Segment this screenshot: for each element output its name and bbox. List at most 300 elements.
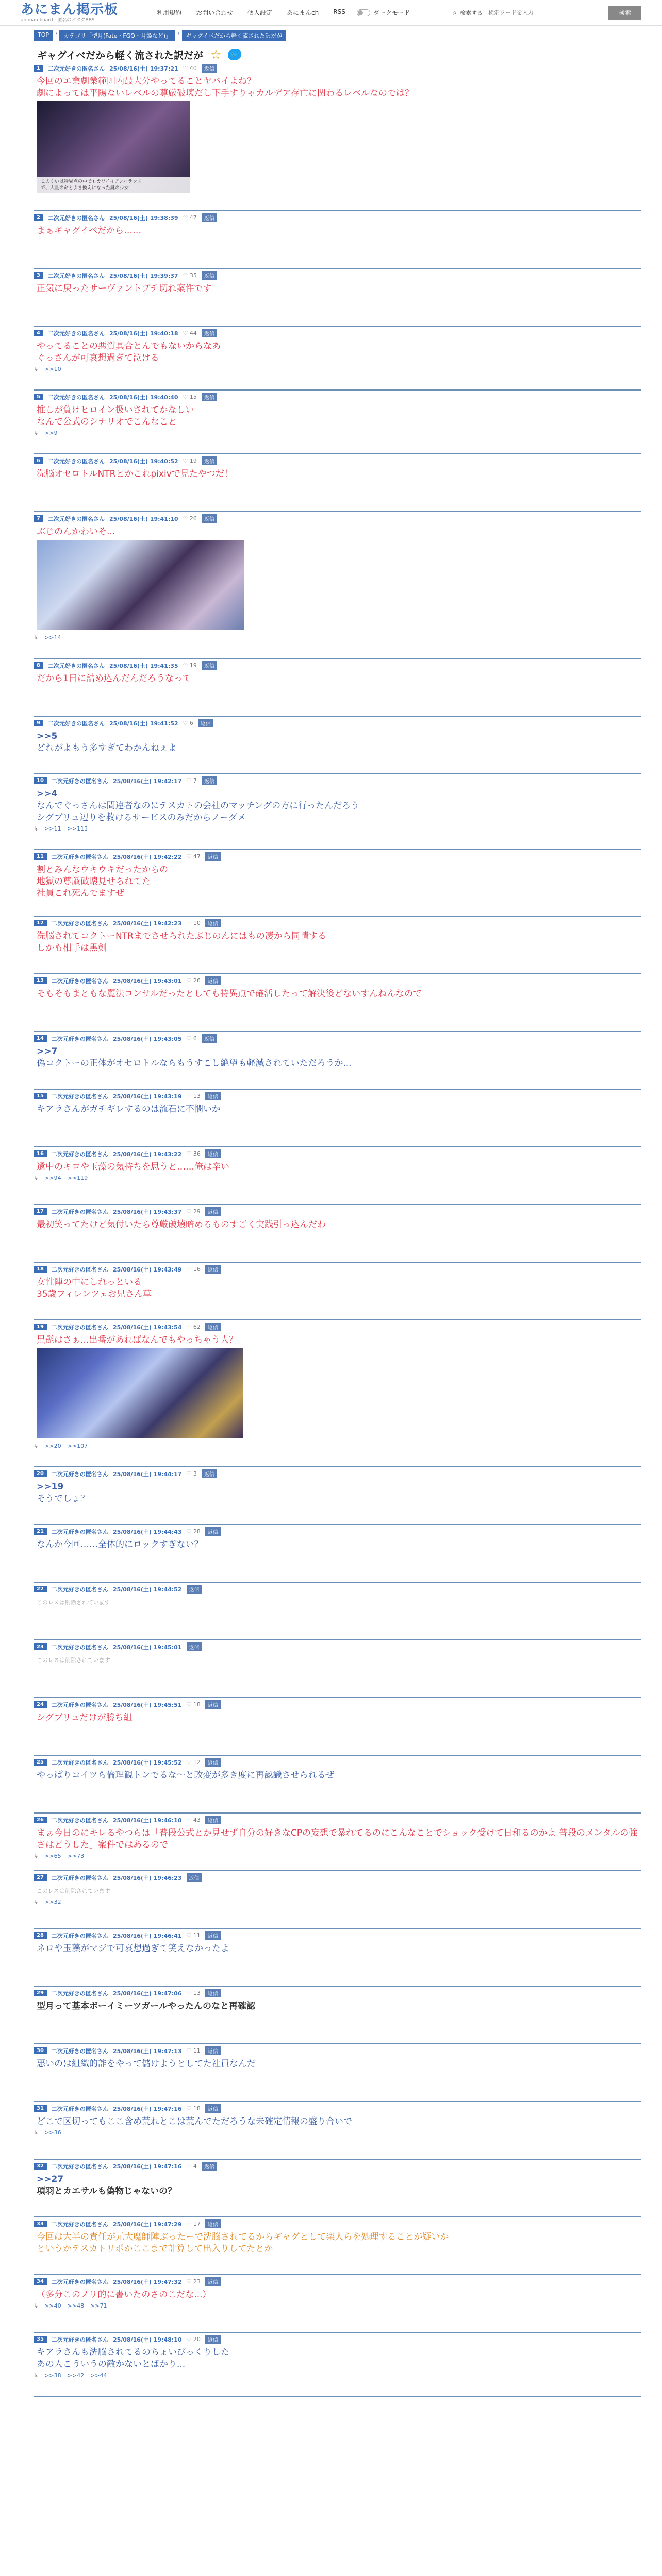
reply-arrow-icon: ↳ [34, 430, 39, 436]
post [34, 2102, 641, 2160]
poster-name: 二次元好きの匿名さん [51, 2163, 108, 2170]
post-number[interactable]: 12 [34, 920, 47, 926]
reply-arrow-icon: ↳ [34, 825, 39, 832]
dark-mode-label: ダークモード [373, 9, 410, 16]
reply-button[interactable]: 返信 [202, 776, 217, 785]
reply-button[interactable]: 返信 [205, 1092, 221, 1100]
post-number[interactable]: 17 [34, 1208, 47, 1215]
post-number[interactable]: 7 [34, 515, 43, 522]
reply-button[interactable]: 返信 [205, 976, 221, 985]
nav-contact[interactable]: お問い合わせ [196, 9, 234, 16]
post-header [34, 211, 641, 223]
post-header [34, 1032, 641, 1044]
post [34, 974, 641, 1032]
poster-name: 二次元好きの匿名さん [51, 1470, 108, 1478]
reply-anchor-link[interactable]: >>32 [44, 1899, 61, 1905]
post [34, 717, 641, 774]
post-text-line: キアラさんも洗脳されてるのちょいびっくりした [37, 2347, 229, 2358]
like-count[interactable]: ♡ 6 [187, 1035, 197, 1042]
post-text-line: 劇によっては平陽ないレベルの尊厳破壊だし下手すりゃカルデア存亡に関わるレベルなのでは？ [37, 88, 413, 98]
post [34, 327, 641, 391]
reply-button[interactable]: 返信 [205, 2046, 221, 2055]
nav-terms[interactable]: 利用規約 [157, 9, 182, 16]
like-count[interactable]: ♡ 13 [187, 1093, 201, 1099]
post-body [34, 2345, 641, 2370]
reply-anchors [34, 633, 641, 641]
post-number[interactable]: 15 [34, 1093, 47, 1099]
post-text-line: しかも相手は黒剣 [37, 943, 107, 953]
post-date: 25/08/16(土) 19:37:21 [109, 65, 178, 72]
post-date: 25/08/16(土) 19:41:10 [109, 515, 178, 522]
post-text-line: 型月って基本ボーイミーツガールやったんのなと再確認 [37, 2001, 255, 2011]
reply-anchors [34, 754, 641, 756]
star-icon[interactable]: ☆ [210, 47, 222, 62]
post-body [34, 1883, 641, 1897]
reply-button[interactable]: 返信 [202, 2162, 217, 2171]
reply-anchors [34, 2255, 641, 2257]
post-text-line: ネロや玉藻がマジで可哀想過ぎて笑えなかったよ [37, 1943, 229, 1954]
poster-name: 二次元好きの匿名さん [51, 1759, 108, 1766]
reply-button[interactable]: 返信 [205, 1931, 221, 1940]
like-count[interactable]: ♡ 19 [183, 662, 197, 669]
reply-anchor-link[interactable]: >>119 [67, 1175, 88, 1181]
post-body [34, 2287, 641, 2301]
like-count[interactable]: ♡ 40 [183, 65, 197, 72]
like-count[interactable]: ♡ 16 [187, 1266, 201, 1273]
post-text-line: だから1日に詰め込んだんだろうなって [37, 673, 191, 684]
post-header [34, 454, 641, 466]
reply-button[interactable]: 返信 [202, 64, 217, 73]
reply-button[interactable]: 返信 [205, 1989, 221, 1997]
like-count[interactable]: ♡ 23 [187, 2278, 201, 2285]
post-number[interactable]: 28 [34, 1932, 47, 1939]
post-date: 25/08/16(土) 19:46:41 [112, 1932, 182, 1939]
post-number[interactable]: 32 [34, 2163, 47, 2170]
like-count[interactable]: ♡ 29 [187, 1208, 201, 1215]
poster-name: 二次元好きの匿名さん [51, 1208, 108, 1215]
post-date: 25/08/16(土) 19:38:39 [109, 214, 178, 222]
thread-title-row [0, 41, 662, 62]
post-number[interactable]: 11 [34, 853, 47, 860]
poster-name: 二次元好きの匿名さん [47, 272, 105, 279]
post-date: 25/08/16(土) 19:44:43 [112, 1528, 182, 1535]
reply-anchor-link[interactable]: >>36 [44, 2129, 61, 2136]
post [34, 1467, 641, 1525]
reply-anchor-link[interactable]: >>71 [90, 2302, 107, 2309]
post-text-line: 偽コクトーの正体がオセロトルならもうすこし絶望も軽減されていただろうか... [37, 1058, 352, 1069]
reply-button[interactable]: 返信 [205, 2219, 221, 2228]
like-count[interactable]: ♡ 44 [183, 330, 197, 336]
reply-anchors [34, 428, 641, 436]
like-count[interactable]: ♡ 28 [187, 1528, 201, 1535]
poster-name: 二次元好きの匿名さん [47, 457, 105, 465]
post-date: 25/08/16(土) 19:39:37 [109, 272, 178, 279]
dark-mode-toggle[interactable] [357, 8, 410, 17]
post-number[interactable]: 30 [34, 2047, 47, 2054]
like-count[interactable]: ♡ 7 [187, 777, 197, 784]
post-number[interactable]: 8 [34, 662, 43, 669]
like-count[interactable]: ♡ 11 [187, 1932, 201, 1939]
breadcrumb-separator-icon: › [177, 30, 180, 37]
reply-anchors [34, 900, 641, 901]
reply-button[interactable]: 返信 [202, 514, 217, 523]
post-text-line: 今回は大半の責任が元大魔師陣ぶったーで洗脳されてるからギャグとして楽人らを処理することが疑いか [37, 2232, 449, 2242]
post-text-line: というかテスカトリポかここまで計算して出入りしてたとか [37, 2244, 273, 2254]
nav-settings[interactable]: 個人設定 [247, 9, 273, 16]
post-header [34, 512, 641, 524]
reply-button[interactable]: 返信 [187, 1873, 202, 1882]
like-count[interactable]: ♡ 20 [187, 2336, 201, 2343]
reply-arrow-icon: ↳ [34, 2129, 39, 2136]
poster-name: 二次元好きの匿名さん [51, 1643, 108, 1651]
reply-anchors [34, 1115, 641, 1117]
post-body [34, 338, 641, 364]
reply-button[interactable]: 返信 [202, 1469, 217, 1478]
post-number[interactable]: 34 [34, 2278, 47, 2285]
reply-anchor-link[interactable]: >>94 [44, 1175, 61, 1181]
like-count[interactable]: ♡ 18 [187, 1701, 201, 1708]
like-count[interactable]: ♡ 11 [187, 2047, 201, 2054]
reply-button[interactable]: 返信 [205, 1527, 221, 1536]
toggle-switch-icon[interactable] [357, 9, 370, 16]
post-body [34, 1159, 641, 1173]
post-header [34, 1263, 641, 1275]
post-number[interactable]: 14 [34, 1035, 47, 1042]
reply-anchor-link[interactable]: >>113 [67, 825, 88, 832]
poster-name: 二次元好きの匿名さん [51, 1817, 108, 1824]
twitter-share-icon[interactable]: 🐦 [228, 49, 241, 60]
reply-button[interactable]: 返信 [202, 213, 217, 222]
post-date: 25/08/16(土) 19:47:06 [112, 1990, 182, 1997]
post-header [34, 917, 641, 928]
site-logo[interactable] [21, 3, 139, 23]
logo-subtitle: animan board：匿名のオタクBBS [21, 17, 95, 23]
post [34, 774, 641, 850]
post [34, 1147, 641, 1205]
reply-button[interactable]: 返信 [205, 1323, 221, 1331]
post-text-line: シグブリュだけが勝ち組 [37, 1713, 133, 1723]
post-body [34, 928, 641, 954]
reply-button[interactable]: 返信 [205, 1149, 221, 1158]
reply-button[interactable]: 返信 [205, 1265, 221, 1274]
search-icon: ⌕ [453, 8, 457, 17]
post-body [34, 1217, 641, 1231]
quote-anchor[interactable]: >>27 [37, 2174, 64, 2184]
site-header [0, 0, 662, 26]
post-header [34, 62, 641, 74]
quote-anchor[interactable]: >>4 [37, 789, 58, 799]
like-count[interactable]: ♡ 4 [187, 2163, 197, 2170]
post-date: 25/08/16(土) 19:41:35 [109, 662, 178, 669]
post [34, 62, 641, 211]
post-body [34, 74, 641, 99]
like-count[interactable]: ♡ 35 [183, 272, 197, 279]
reply-button[interactable]: 返信 [205, 2335, 221, 2344]
post-number[interactable]: 25 [34, 1759, 47, 1766]
poster-name: 二次元好きの匿名さん [51, 1586, 108, 1593]
post [34, 454, 641, 512]
reply-button[interactable]: 返信 [205, 1207, 221, 1216]
post-date: 25/08/16(土) 19:47:16 [112, 2105, 182, 2112]
post-number[interactable]: 19 [34, 1324, 47, 1330]
reply-anchors [34, 2070, 641, 2072]
reply-anchor-link[interactable]: >>11 [44, 825, 61, 832]
reply-button[interactable]: 返信 [205, 1816, 221, 1824]
reply-anchor-link[interactable]: >>9 [44, 430, 58, 436]
post-number[interactable]: 4 [34, 330, 43, 336]
like-count[interactable]: ♡ 62 [187, 1324, 201, 1330]
post-body [34, 1768, 641, 1782]
reply-button[interactable]: 返信 [205, 919, 221, 927]
post-date: 25/08/16(土) 19:42:23 [112, 920, 182, 927]
quote-anchor[interactable]: >>19 [37, 1482, 64, 1492]
post-date: 25/08/16(土) 19:41:52 [109, 720, 178, 727]
post-number[interactable]: 31 [34, 2105, 47, 2112]
reply-anchor-link[interactable]: >>20 [44, 1443, 61, 1449]
reply-anchor-link[interactable]: >>40 [44, 2302, 61, 2309]
reply-button[interactable]: 返信 [198, 719, 213, 727]
poster-name: 二次元好きの匿名さん [51, 2105, 108, 2112]
post-number[interactable]: 2 [34, 214, 43, 221]
like-count[interactable]: ♡ 6 [183, 720, 193, 726]
post-date: 25/08/16(土) 19:40:18 [109, 330, 178, 337]
post-header [34, 1814, 641, 1825]
reply-button[interactable]: 返信 [187, 1642, 202, 1651]
post-body [34, 1652, 641, 1666]
like-count[interactable]: ♡ 47 [183, 214, 197, 221]
reply-button[interactable]: 返信 [202, 329, 217, 337]
poster-name: 二次元好きの匿名さん [47, 720, 105, 727]
post-number[interactable]: 29 [34, 1990, 47, 1996]
reply-anchor-link[interactable]: >>10 [44, 366, 61, 372]
post-number[interactable]: 6 [34, 457, 43, 464]
reply-button[interactable]: 返信 [202, 456, 217, 465]
post-header [34, 717, 641, 728]
post-text-line: まぁ今日のにキレるやつらは「普段公式とか見せず自分の好きなCPの妄想で暴れてるのにこんなことでショック受けて日和るのかよ 普段のメンタルの強さはどうした」案件ではあるので [37, 1828, 638, 1850]
reply-anchor-link[interactable]: >>14 [44, 634, 61, 641]
reply-anchors [34, 685, 641, 686]
post-text-line: （多分このノリ的に書いたのさのこだな...） [37, 2290, 211, 2300]
post-date: 25/08/16(土) 19:42:22 [112, 853, 182, 860]
post-number[interactable]: 33 [34, 2221, 47, 2227]
post-number[interactable]: 16 [34, 1150, 47, 1157]
post-image[interactable] [37, 540, 244, 630]
post-number[interactable]: 21 [34, 1528, 47, 1535]
reply-anchors [34, 2370, 641, 2379]
poster-name: 二次元好きの匿名さん [51, 853, 108, 860]
reply-arrow-icon: ↳ [34, 1443, 39, 1449]
post-image[interactable] [37, 101, 190, 193]
like-count[interactable]: ♡ 17 [187, 2221, 201, 2227]
post-date: 25/08/16(土) 19:47:13 [112, 2047, 182, 2055]
post-text-line: このレスは削除されています [37, 1888, 110, 1894]
like-count[interactable]: ♡ 10 [187, 920, 201, 926]
reply-button[interactable]: 返信 [202, 393, 217, 401]
reply-button[interactable]: 返信 [205, 1758, 221, 1767]
post [34, 1814, 641, 1871]
like-count[interactable]: ♡ 15 [183, 394, 197, 400]
reply-button[interactable]: 返信 [202, 271, 217, 280]
post-body [34, 2056, 641, 2070]
post [34, 1929, 641, 1987]
reply-anchor-link[interactable]: >>48 [67, 2302, 85, 2309]
post-number[interactable]: 27 [34, 1874, 47, 1881]
post [34, 269, 641, 327]
post-number[interactable]: 10 [34, 777, 47, 784]
post [34, 2333, 641, 2397]
post-text-line: やってることの悪質具合とんでもないからなあ [37, 341, 221, 351]
reply-button[interactable]: 返信 [187, 1585, 202, 1594]
post-text-line: 最初笑ってたけど気付いたら尊厳破壊暗めるものすごく実践引っ込んだわ [37, 1219, 326, 1230]
reply-anchor-link[interactable]: >>38 [44, 2372, 61, 2379]
post-number[interactable]: 1 [34, 65, 43, 72]
post-body [34, 1479, 641, 1505]
post-date: 25/08/16(土) 19:48:10 [112, 2336, 182, 2343]
reply-anchor-link[interactable]: >>44 [90, 2372, 107, 2379]
post-text-line: 洗脳オセロトルNTRとかこれpixivで見たやつだ！ [37, 469, 233, 479]
reply-button[interactable]: 返信 [202, 661, 217, 670]
search-label: 検索する [460, 9, 483, 16]
like-count[interactable]: ♡ 12 [187, 1759, 201, 1766]
post-header [34, 1640, 641, 1652]
post-body [34, 1825, 641, 1851]
post-date: 25/08/16(土) 19:46:23 [112, 1874, 182, 1882]
post-body [34, 2172, 641, 2197]
reply-anchor-link[interactable]: >>107 [67, 1443, 88, 1449]
post-text-line: 今回のエ業劇業範囲内最大分やってることヤバイよね？ [37, 76, 256, 87]
post-header [34, 2275, 641, 2287]
search-button[interactable]: 検索 [608, 6, 641, 20]
post [34, 1205, 641, 1263]
nav-rss[interactable]: RSS [333, 8, 345, 15]
post [34, 512, 641, 659]
reply-anchor-link[interactable]: >>73 [67, 1853, 85, 1859]
post-text-line: ぐっさんが可哀想過ぎて泣ける [37, 353, 159, 363]
post-text-line: そもそもまともな麗法コンサルだったとしても特異点で確活したって解決後どないすんねんなので [37, 989, 422, 999]
post-date: 25/08/16(土) 19:43:54 [112, 1324, 182, 1331]
post-date: 25/08/16(土) 19:45:01 [112, 1643, 182, 1651]
reply-arrow-icon: ↳ [34, 2302, 39, 2309]
post-number[interactable]: 22 [34, 1586, 47, 1592]
post [34, 1320, 641, 1467]
post-number[interactable]: 20 [34, 1470, 47, 1477]
like-count[interactable]: ♡ 26 [183, 515, 197, 522]
post-number[interactable]: 23 [34, 1643, 47, 1650]
post-text-line: そうでしょ？ [37, 1494, 89, 1504]
poster-name: 二次元好きの匿名さん [51, 1701, 108, 1708]
reply-button[interactable]: 返信 [205, 1700, 221, 1709]
post-number[interactable]: 18 [34, 1266, 47, 1273]
post-body [34, 986, 641, 1000]
post [34, 1090, 641, 1147]
post-image[interactable] [37, 1348, 243, 1438]
like-count[interactable]: ♡ 18 [187, 2105, 201, 2112]
post-number[interactable]: 35 [34, 2336, 47, 2343]
post-header [34, 659, 641, 671]
image-caption-line: このゆいは特異点の中でもカワイイアンバランス [41, 179, 142, 184]
post-body [34, 1595, 641, 1608]
reply-button[interactable]: 返信 [202, 1034, 217, 1043]
like-count[interactable]: ♡ 43 [187, 1817, 201, 1823]
poster-name: 二次元好きの匿名さん [51, 1324, 108, 1331]
like-count[interactable]: ♡ 13 [187, 1990, 201, 1996]
post-body [34, 223, 641, 237]
breadcrumb-separator-icon: › [55, 30, 58, 37]
poster-name: 二次元好きの匿名さん [51, 1035, 108, 1042]
post-date: 25/08/16(土) 19:43:19 [112, 1093, 182, 1100]
quote-anchor[interactable]: >>7 [37, 1046, 58, 1057]
post-header [34, 2160, 641, 2172]
like-count[interactable]: ♡ 19 [183, 457, 197, 464]
reply-anchors [34, 1551, 641, 1552]
post-number[interactable]: 3 [34, 272, 43, 279]
breadcrumb-category[interactable]: カテゴリ「型月(Fate・FGO・月姫など)」 [59, 30, 175, 41]
reply-button[interactable]: 返信 [205, 2104, 221, 2113]
like-count[interactable]: ♡ 47 [187, 853, 201, 860]
post-text-line: なんでぐっさんは間違者なのにテスカトの会社のマッチングの方に行ったんだろう [37, 801, 360, 811]
like-count[interactable]: ♡ 3 [187, 1470, 197, 1477]
post-number[interactable]: 26 [34, 1817, 47, 1823]
post-text-line: このレスは削除されています [37, 1657, 110, 1664]
post-text-line: 女性陣の中にしれっといる [37, 1277, 142, 1287]
post [34, 1032, 641, 1090]
nav-animanch[interactable]: あにまんch [287, 9, 319, 16]
quote-anchor[interactable]: >>5 [37, 731, 58, 741]
post-number[interactable]: 5 [34, 394, 43, 400]
post-text-line: ぶじのんかわいそ... [37, 527, 115, 537]
post-header [34, 1467, 641, 1479]
post-date: 25/08/16(土) 19:40:52 [109, 457, 178, 465]
reply-button[interactable]: 返信 [205, 2277, 221, 2286]
post-date: 25/08/16(土) 19:44:17 [112, 1470, 182, 1478]
reply-anchor-link[interactable]: >>65 [44, 1853, 61, 1859]
like-count[interactable]: ♡ 36 [187, 1150, 201, 1157]
post-text-line: 悪いのは組織的詐をやって儲けようとしてた社員なんだ [37, 2059, 256, 2069]
post-number[interactable]: 24 [34, 1701, 47, 1708]
reply-anchors [34, 1070, 641, 1071]
reply-button[interactable]: 返信 [205, 852, 221, 861]
poster-name: 二次元好きの匿名さん [51, 777, 108, 785]
poster-name: 二次元好きの匿名さん [51, 1528, 108, 1535]
breadcrumb-thread[interactable]: ギャグイベだから軽く流された訳だが [182, 30, 286, 41]
search-input[interactable] [485, 6, 603, 20]
image-caption [37, 177, 190, 193]
post-header [34, 1205, 641, 1217]
post-header [34, 1987, 641, 1998]
post [34, 1871, 641, 1929]
like-count[interactable]: ♡ 26 [187, 977, 201, 984]
reply-anchors [34, 1724, 641, 1725]
post-number[interactable]: 9 [34, 720, 43, 726]
reply-anchor-link[interactable]: >>42 [67, 2372, 85, 2379]
post-text-line: 35歳フィレンツェお兄さん草 [37, 1289, 152, 1299]
poster-name: 二次元好きの匿名さん [51, 1266, 108, 1273]
reply-anchors [34, 1608, 641, 1610]
post-list [0, 62, 662, 2397]
poster-name: 二次元好きの匿名さん [47, 394, 105, 401]
reply-anchors [34, 295, 641, 296]
reply-anchors [34, 1851, 641, 1859]
post-date: 25/08/16(土) 19:43:05 [112, 1035, 182, 1042]
post-body [34, 1332, 641, 1346]
post-body [34, 1275, 641, 1300]
poster-name: 二次元好きの匿名さん [51, 1874, 108, 1882]
post-header [34, 269, 641, 281]
post-number[interactable]: 13 [34, 977, 47, 984]
post-body [34, 2114, 641, 2128]
breadcrumb-top[interactable]: TOP [34, 30, 53, 41]
reply-anchors [34, 364, 641, 372]
